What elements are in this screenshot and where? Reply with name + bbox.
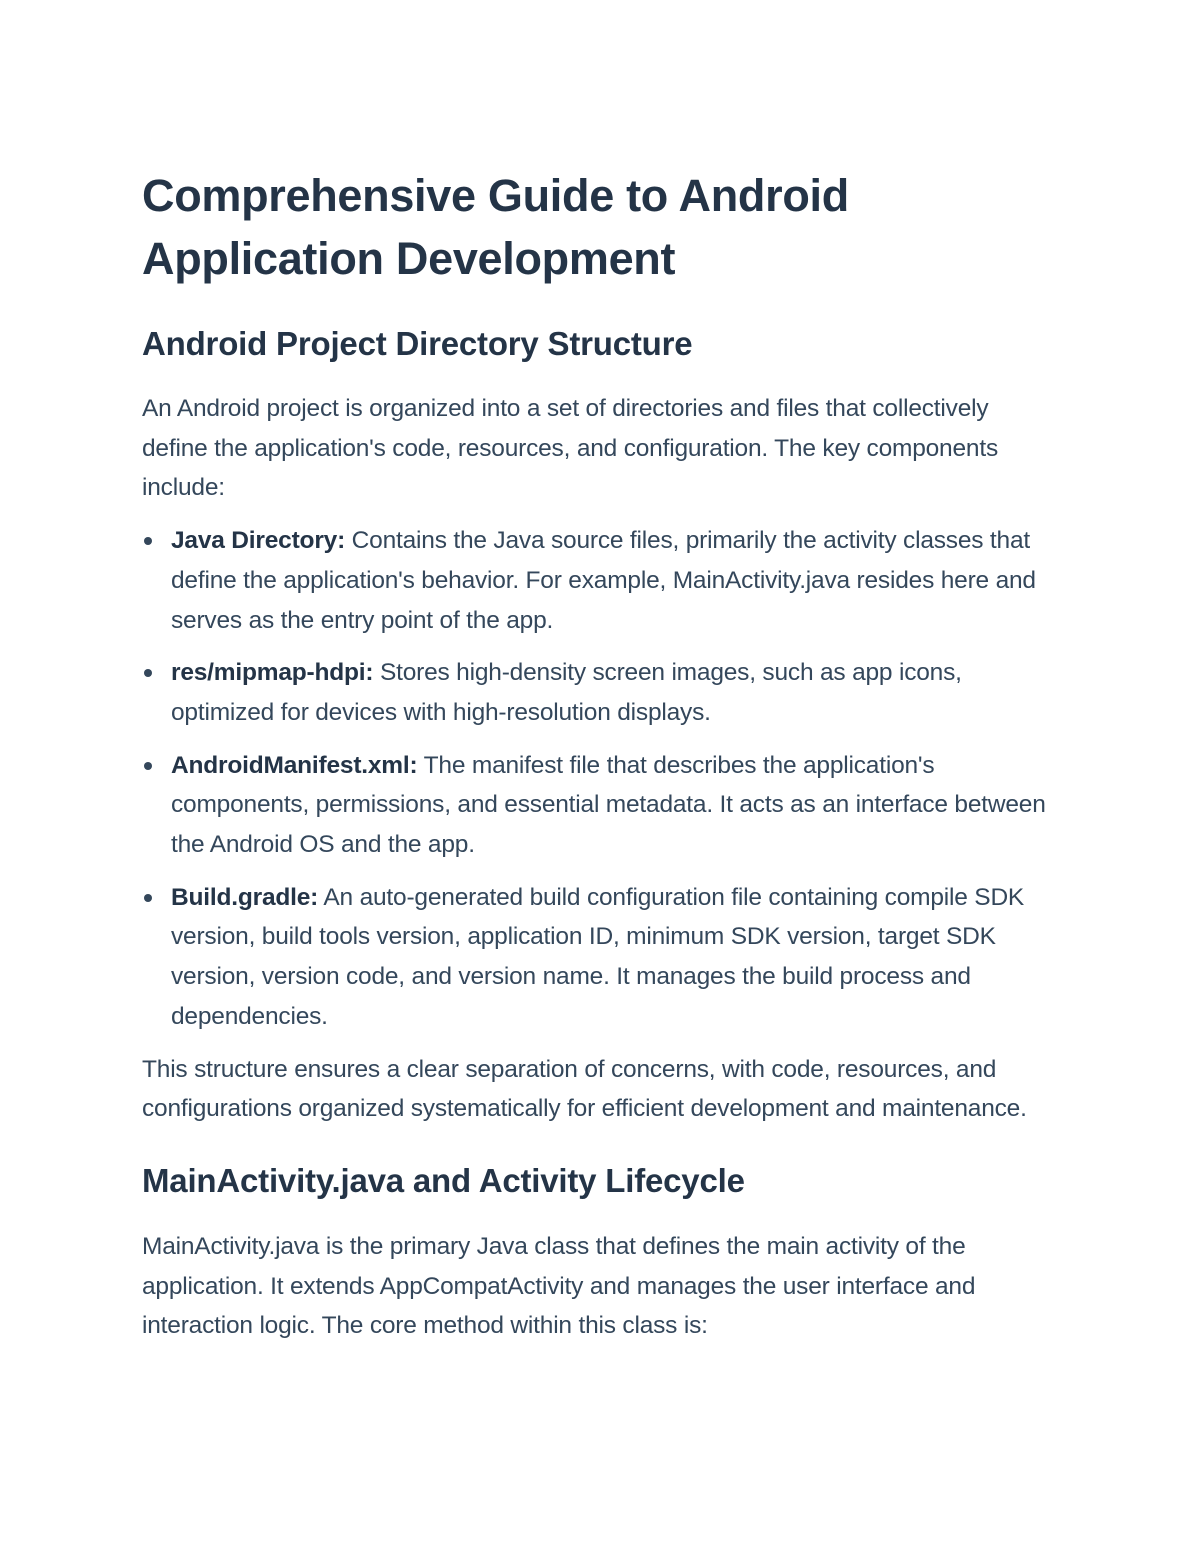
list-item-term: res/mipmap-hdpi: (171, 659, 374, 687)
bullet-icon (144, 894, 152, 902)
list-item-android-manifest (142, 746, 1060, 865)
bullet-icon (144, 669, 152, 677)
list-item-term: Java Directory: (171, 527, 346, 555)
component-list (142, 521, 1060, 1036)
list-item-text: The manifest file that describes the application's components, permissions, and essential metadata. It acts as an interface between the Android OS and the app. (171, 751, 1046, 859)
list-item-term: Build.gradle: (171, 883, 319, 911)
list-item-term: AndroidManifest.xml: (171, 751, 418, 779)
bullet-icon (144, 537, 152, 545)
directory-structure-intro: An Android project is organized into a set of directories and files that collectively define the application's code, resources, and configuration. The key components include: (142, 395, 998, 502)
bullet-icon (144, 762, 152, 770)
list-item-build-gradle (142, 878, 1060, 1037)
document-title: Comprehensive Guide to Android Application Development (142, 170, 849, 284)
list-item-text: Contains the Java source files, primarily the activity classes that define the application's behavior. For example, MainActivity.java resides here and serves as the entry point of the app. (171, 527, 1036, 634)
section-heading-activity-lifecycle: MainActivity.java and Activity Lifecycle (142, 1161, 745, 1199)
list-item-text: An auto-generated build configuration file containing compile SDK version, build tools version, application ID, minimum SDK version, target SDK version, version code, and version name. It manages the build process and dependencies. (171, 883, 1025, 1030)
list-item-java-directory (142, 521, 1060, 640)
list-item-mipmap-hdpi (142, 653, 1060, 732)
main-activity-intro: MainActivity.java is the primary Java class that defines the main activity of the application. It extends AppCompatActivity and manages the user interface and interaction logic. The core method within this class is: (142, 1232, 976, 1340)
list-item-text: Stores high-density screen images, such as app icons, optimized for devices with high-resolution displays. (171, 659, 962, 726)
directory-structure-summary: This structure ensures a clear separation of concerns, with code, resources, and configurations organized systematically for efficient development and maintenance. (142, 1055, 1027, 1123)
section-heading-directory-structure: Android Project Directory Structure (142, 325, 693, 362)
